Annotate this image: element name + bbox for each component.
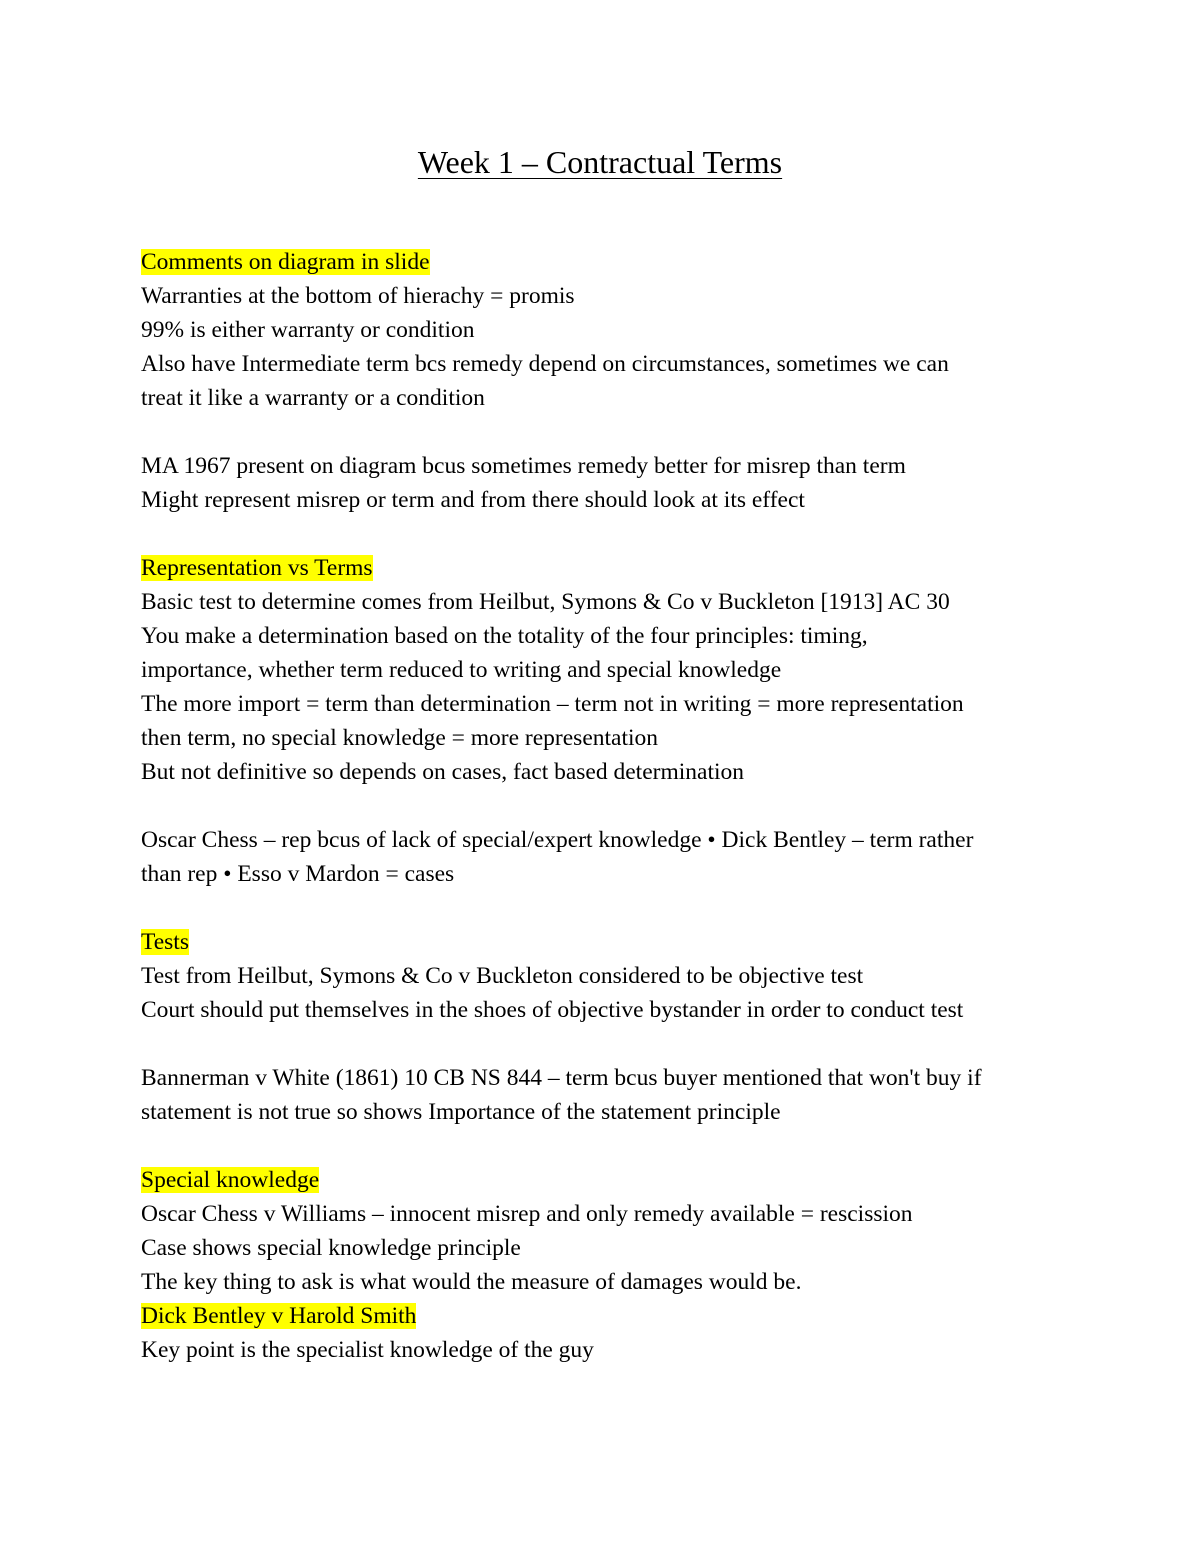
highlighted-heading: Special knowledge: [141, 1167, 320, 1193]
highlighted-heading: Dick Bentley v Harold Smith: [141, 1303, 417, 1329]
text-line: then term, no special knowledge = more representation: [141, 725, 659, 751]
section-heading: [141, 551, 1071, 585]
text-line: than rep • Esso v Mardon = cases: [141, 861, 455, 887]
blank-line: [141, 415, 1071, 449]
text-line: You make a determination based on the totality of the four principles: timing,: [141, 623, 868, 649]
text-line: importance, whether term reduced to writing and special knowledge: [141, 657, 782, 683]
text-line: Test from Heilbut, Symons & Co v Buckleton considered to be objective test: [141, 963, 864, 989]
blank-line: [141, 1027, 1071, 1061]
highlighted-heading: Representation vs Terms: [141, 555, 373, 581]
text-line: Also have Intermediate term bcs remedy depend on circumstances, sometimes we can: [141, 351, 949, 377]
text-line: Might represent misrep or term and from there should look at its effect: [141, 487, 805, 513]
text-line: Warranties at the bottom of hierachy = promis: [141, 283, 575, 309]
text-line: Court should put themselves in the shoes of objective bystander in order to conduct test: [141, 997, 964, 1023]
section-heading: [141, 1299, 1071, 1333]
text-line: But not definitive so depends on cases, fact based determination: [141, 759, 745, 785]
text-line: Case shows special knowledge principle: [141, 1235, 521, 1261]
text-line: Bannerman v White (1861) 10 CB NS 844 – term bcus buyer mentioned that won't buy if: [141, 1065, 982, 1091]
document-body: [141, 245, 1071, 1367]
text-line: The more import = term than determination – term not in writing = more representation: [141, 691, 964, 717]
text-line: Oscar Chess – rep bcus of lack of special/expert knowledge • Dick Bentley – term rather: [141, 827, 974, 853]
section-heading: [141, 245, 1071, 279]
highlighted-heading: Tests: [141, 929, 189, 955]
text-line: The key thing to ask is what would the measure of damages would be.: [141, 1269, 802, 1295]
text-line: Key point is the specialist knowledge of the guy: [141, 1337, 594, 1363]
blank-line: [141, 891, 1071, 925]
text-line: Basic test to determine comes from Heilbut, Symons & Co v Buckleton [1913] AC 30: [141, 589, 950, 615]
text-line: Oscar Chess v Williams – innocent misrep and only remedy available = rescission: [141, 1201, 913, 1227]
highlighted-heading: Comments on diagram in slide: [141, 249, 430, 275]
text-line: 99% is either warranty or condition: [141, 317, 475, 343]
text-line: MA 1967 present on diagram bcus sometimes remedy better for misrep than term: [141, 453, 906, 479]
blank-line: [141, 1129, 1071, 1163]
text-line: statement is not true so shows Importance of the statement principle: [141, 1099, 781, 1125]
page-title: Week 1 – Contractual Terms: [417, 144, 783, 180]
text-line: treat it like a warranty or a condition: [141, 385, 485, 411]
section-heading: [141, 1163, 1071, 1197]
blank-line: [141, 517, 1071, 551]
section-heading: [141, 925, 1071, 959]
blank-line: [141, 789, 1071, 823]
